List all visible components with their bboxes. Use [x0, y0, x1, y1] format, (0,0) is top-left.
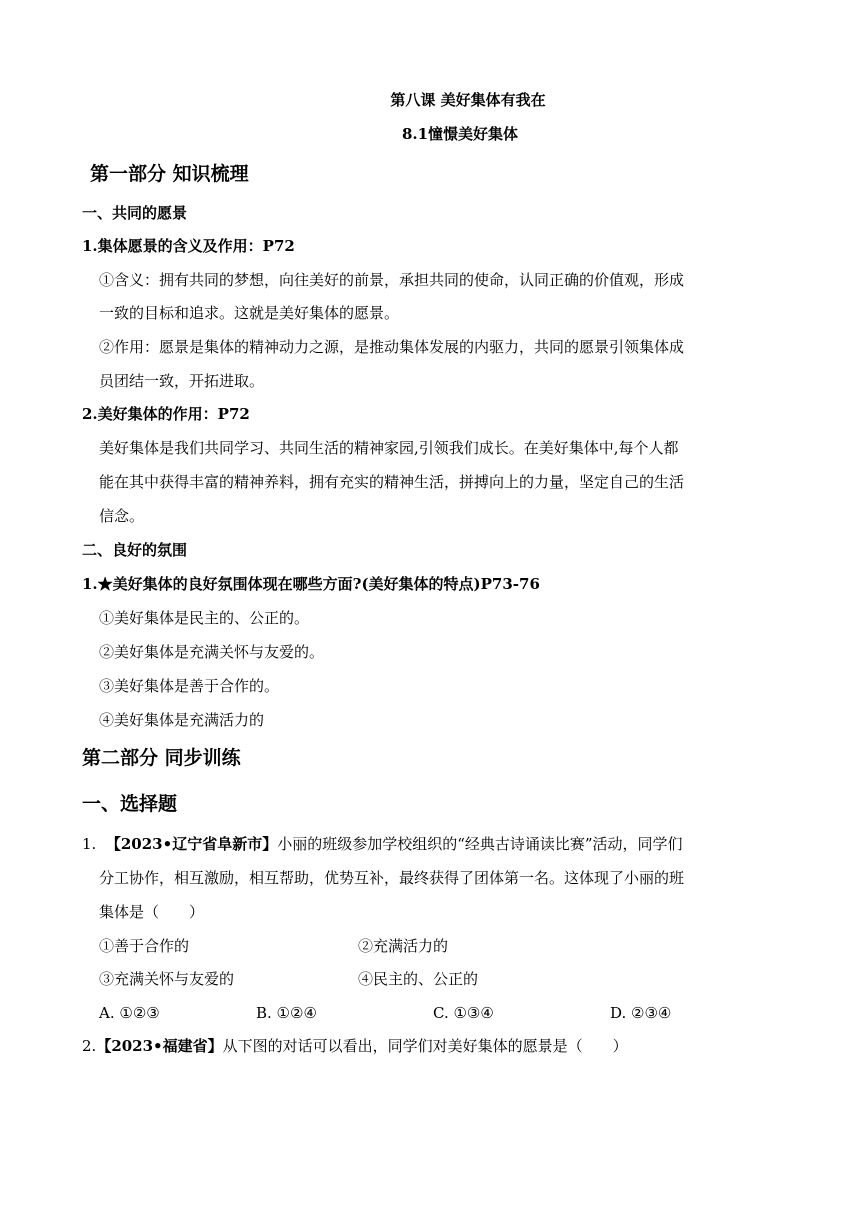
part1-heading: 第一部分 知识梳理 [90, 163, 249, 185]
question-2-line1 [82, 1036, 628, 1056]
lesson-title: 第八课 美好集体有我在 [390, 91, 546, 109]
collective-role-line3: 信念。 [99, 507, 145, 525]
question-source: 【2023•辽宁省阜新市】 [105, 835, 278, 853]
atmosphere-point: ④美好集体是充满活力的 [99, 711, 265, 729]
vision-role-line2: 员团结一致，开拓进取。 [99, 372, 265, 390]
question-1-line1 [82, 834, 683, 854]
item-collective-role-title: 2.美好集体的作用：P72 [82, 405, 250, 423]
statement-option-4: ④民主的、公正的 [358, 970, 479, 988]
question-source: 【2023•福建省】 [96, 1037, 223, 1055]
statement-option-3: ③充满关怀与友爱的 [99, 970, 235, 988]
collective-role-line2: 能在其中获得丰富的精神养料，拥有充实的精神生活，拼搏向上的力量，坚定自己的生活 [99, 473, 685, 491]
atmosphere-point: ③美好集体是善于合作的。 [99, 677, 280, 695]
answer-option-c[interactable]: C. ①③④ [433, 1004, 494, 1022]
question-1-line2: 分工协作，相互激励，相互帮助，优势互补，最终获得了团体第一名。这体现了小丽的班 [99, 869, 685, 887]
question-number: 2. [82, 1037, 97, 1055]
answer-option-b[interactable]: B. ①②④ [256, 1004, 317, 1022]
lesson-subtitle: 8.1憧憬美好集体 [401, 125, 519, 143]
answer-option-a[interactable]: A. ①②③ [99, 1004, 160, 1022]
item-atmosphere-title: 1.★美好集体的良好氛围体现在哪些方面?(美好集体的特点)P73-76 [82, 575, 540, 593]
vision-role-line1: ②作用：愿景是集体的精神动力之源，是推动集体发展的内驱力，共同的愿景引领集体成 [99, 338, 685, 356]
question-text: 小丽的班级参加学校组织的“经典古诗诵读比赛”活动，同学们 [277, 835, 683, 853]
section-atmosphere-heading: 二、良好的氛围 [82, 541, 188, 559]
item-vision-title: 1.集体愿景的含义及作用：P72 [82, 237, 295, 255]
question-number: 1. [82, 835, 97, 853]
atmosphere-point: ②美好集体是充满关怀与友爱的。 [99, 643, 325, 661]
vision-meaning-line2: 一致的目标和追求。这就是美好集体的愿景。 [99, 304, 400, 322]
question-text: 从下图的对话可以看出，同学们对美好集体的愿景是（ ） [222, 1037, 628, 1055]
collective-role-line1: 美好集体是我们共同学习、共同生活的精神家园,引领我们成长。在美好集体中,每个人都 [99, 439, 679, 457]
choice-section-heading: 一、选择题 [82, 793, 178, 815]
statement-option-2: ②充满活力的 [358, 937, 449, 955]
vision-meaning-line1: ①含义：拥有共同的梦想，向往美好的前景，承担共同的使命，认同正确的价值观，形成 [99, 271, 685, 289]
statement-option-1: ①善于合作的 [99, 937, 190, 955]
atmosphere-point: ①美好集体是民主的、公正的。 [99, 609, 310, 627]
question-1-line3: 集体是（ ） [99, 903, 205, 921]
answer-option-d[interactable]: D. ②③④ [610, 1004, 672, 1022]
part2-heading: 第二部分 同步训练 [82, 747, 241, 769]
section-shared-vision-heading: 一、共同的愿景 [82, 204, 188, 222]
